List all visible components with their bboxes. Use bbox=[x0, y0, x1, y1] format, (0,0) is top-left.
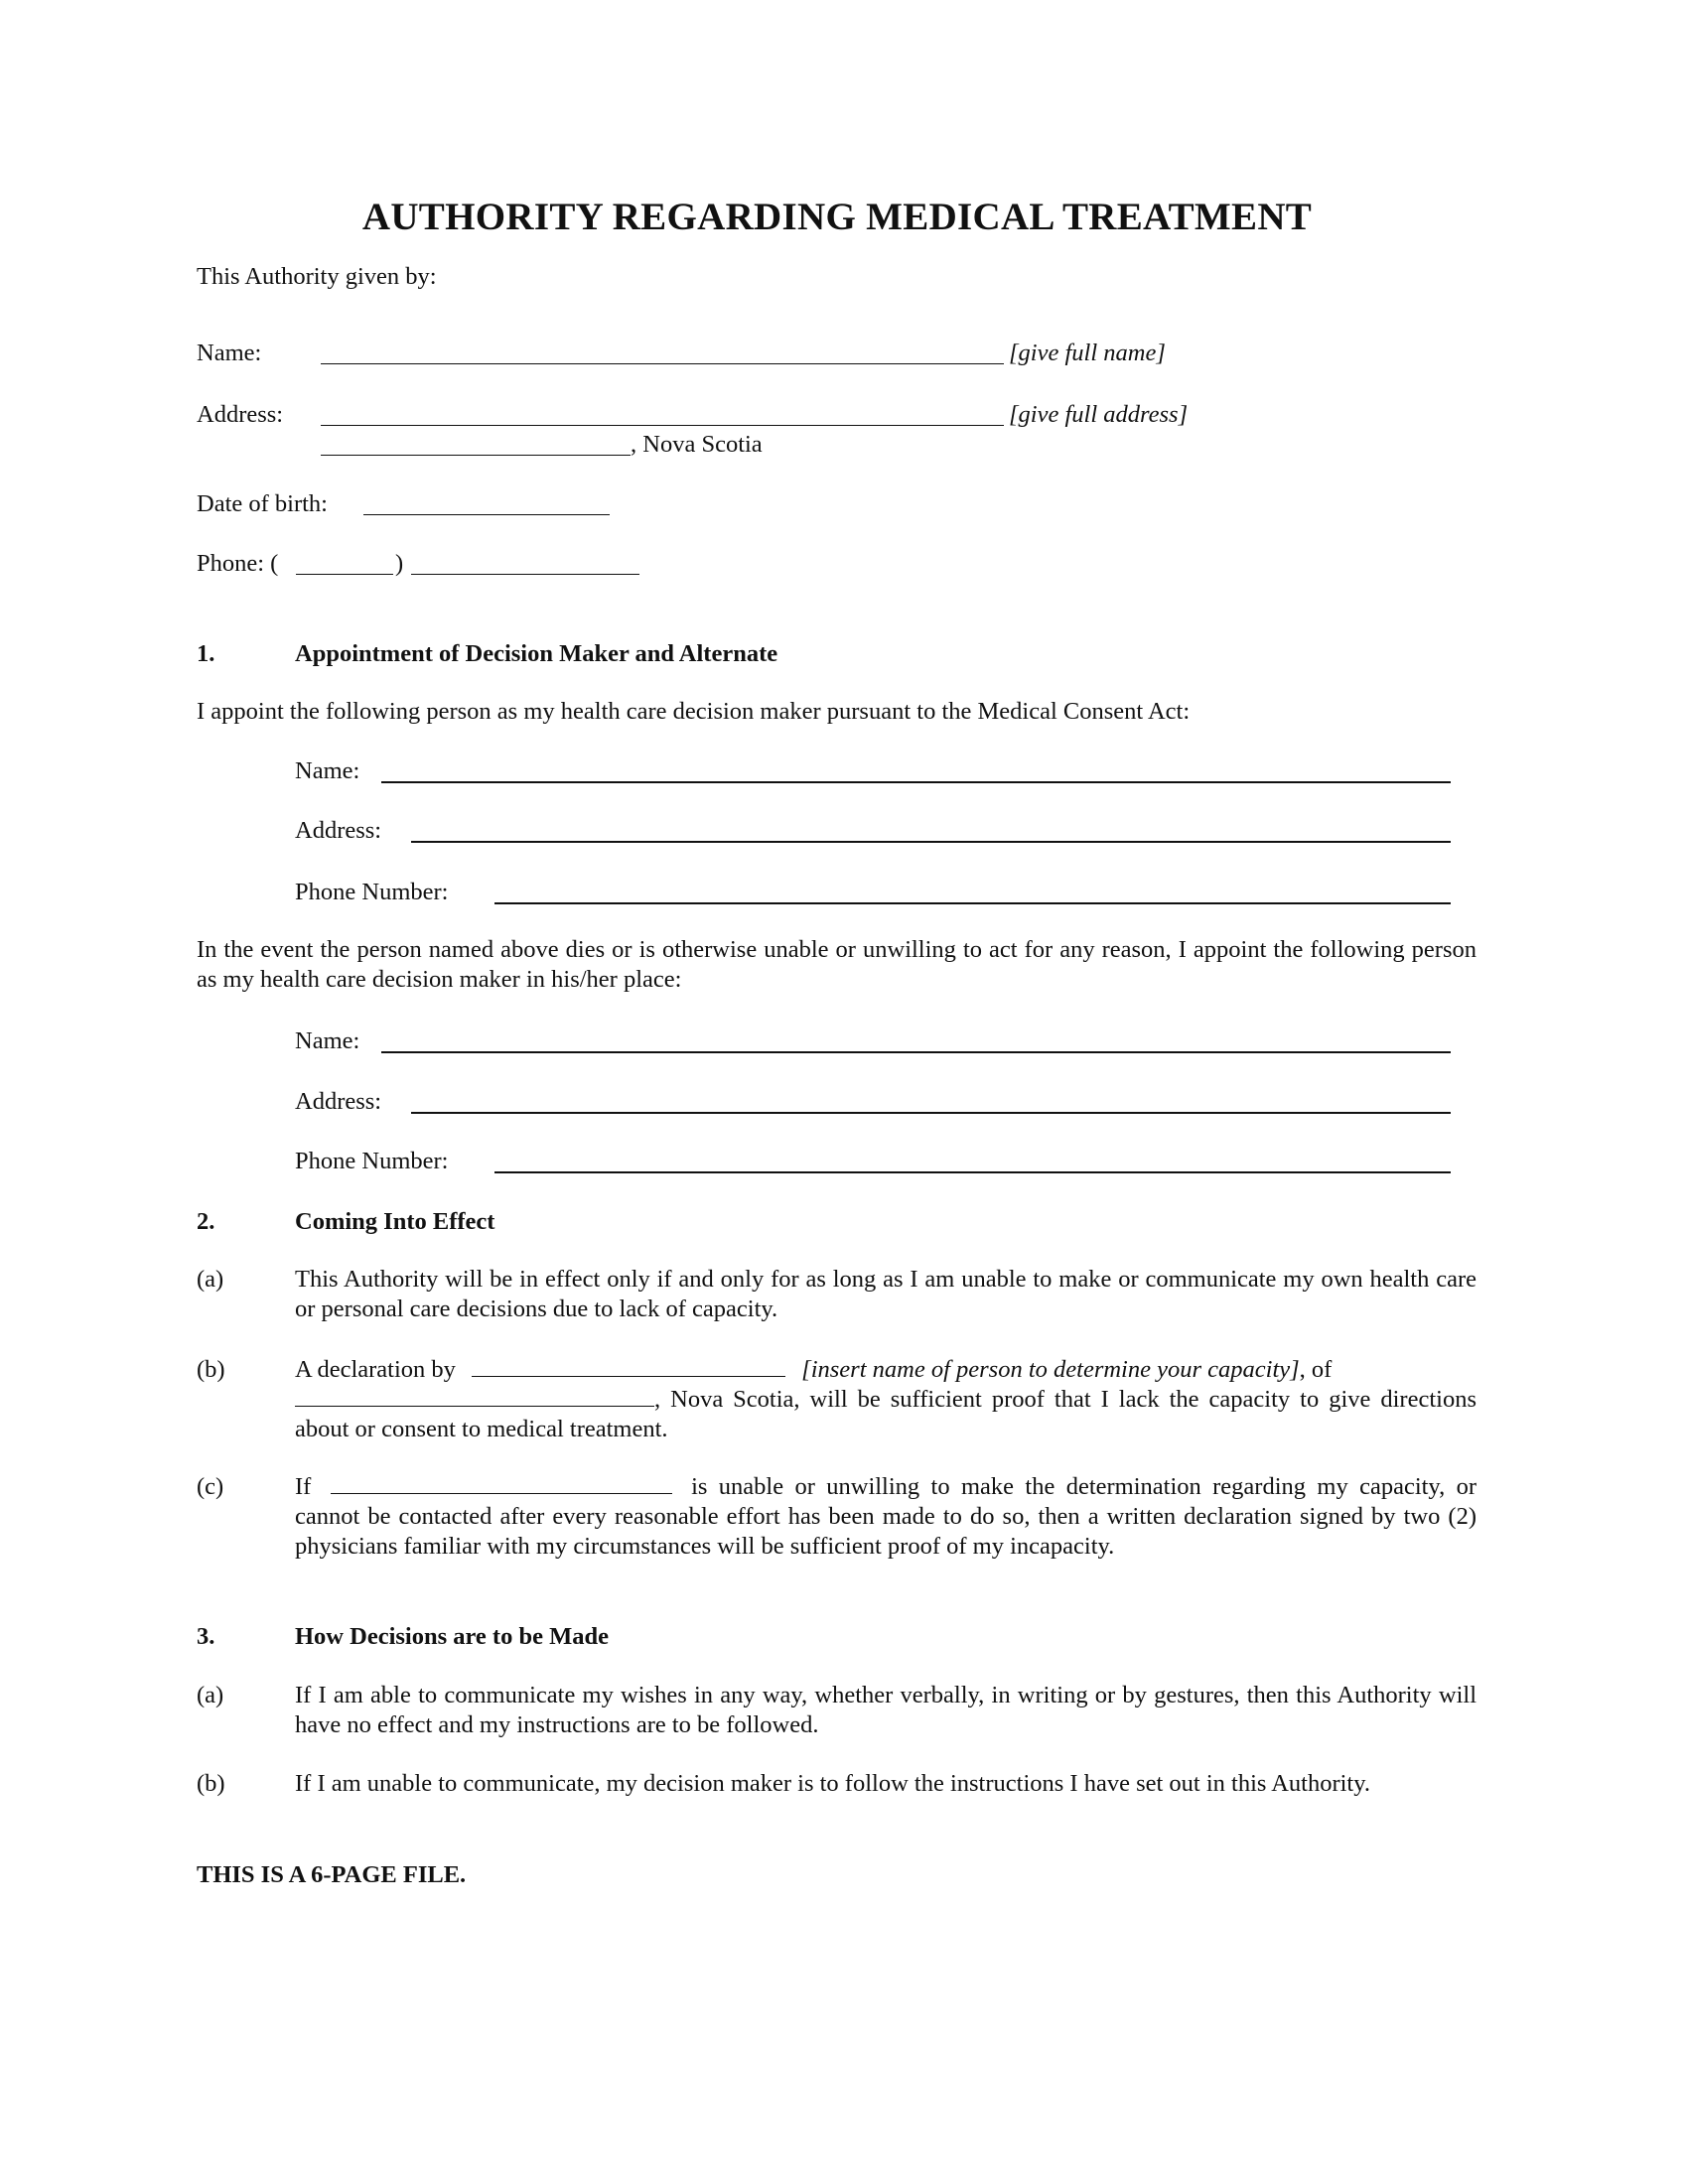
section-2c-text bbox=[295, 1472, 1477, 1562]
grantor-address-hint: [give full address] bbox=[1009, 401, 1189, 428]
section-2c-text-2: is unable or unwilling to make the determination regarding my capacity, or cannot be contacted after every reasonable effort has been made to do so, then a written declaration signed by two (2) physicians familiar with my circumstances will be sufficient proof of my incapacity. bbox=[295, 1473, 1477, 1560]
alternate-phone-label: Phone Number: bbox=[295, 1148, 449, 1174]
grantor-dob-label: Date of birth: bbox=[197, 490, 328, 517]
primary-name-label: Name: bbox=[295, 757, 360, 784]
alternate-phone-field[interactable] bbox=[494, 1171, 1451, 1173]
grantor-city-field[interactable] bbox=[321, 455, 631, 456]
primary-phone-label: Phone Number: bbox=[295, 879, 449, 905]
section-2-number: 2. bbox=[197, 1208, 215, 1235]
section-2a-text: This Authority will be in effect only if and only for as long as I am unable to make or communicate my own health care or personal care decisions due to lack of capacity. bbox=[295, 1266, 1477, 1322]
alternate-address-field[interactable] bbox=[411, 1112, 1451, 1114]
section-2b-text bbox=[295, 1355, 1477, 1444]
grantor-address-field[interactable] bbox=[321, 425, 1004, 426]
intro-text: This Authority given by: bbox=[197, 263, 437, 290]
grantor-name-label: Name: bbox=[197, 340, 262, 366]
section-1-intro: I appoint the following person as my health care decision maker pursuant to the Medical Consent Act: bbox=[197, 698, 1191, 725]
grantor-name-hint: [give full name] bbox=[1009, 340, 1166, 366]
section-3a-text: If I am able to communicate my wishes in any way, whether verbally, in writing or by gestures, then this Authority will have no effect and my instructions are to be followed. bbox=[295, 1682, 1477, 1738]
section-2b-text-3: , Nova Scotia, will be sufficient proof that I lack the capacity to give directions about or consent to medical treatment. bbox=[295, 1386, 1477, 1442]
section-1-heading: Appointment of Decision Maker and Alternate bbox=[295, 640, 778, 667]
section-3-number: 3. bbox=[197, 1623, 215, 1650]
section-2-heading: Coming Into Effect bbox=[295, 1208, 495, 1235]
section-2b-text-1: A declaration by bbox=[295, 1356, 456, 1383]
grantor-phone-label: Phone: ( bbox=[197, 550, 279, 577]
grantor-name-field[interactable] bbox=[321, 363, 1004, 364]
section-3-heading: How Decisions are to be Made bbox=[295, 1623, 609, 1650]
section-2c-text-1: If bbox=[295, 1473, 312, 1500]
section-2a-label: (a) bbox=[197, 1266, 224, 1293]
alternate-address-label: Address: bbox=[295, 1088, 382, 1115]
section-3a-label: (a) bbox=[197, 1682, 224, 1708]
capacity-assessor-city-field[interactable] bbox=[295, 1405, 654, 1407]
grantor-phone-field[interactable] bbox=[411, 574, 639, 575]
capacity-assessor-field[interactable] bbox=[472, 1375, 785, 1377]
section-3b-text: If I am unable to communicate, my decision maker is to follow the instructions I have set out in this Authority. bbox=[295, 1770, 1371, 1797]
primary-address-label: Address: bbox=[295, 817, 382, 844]
section-1-number: 1. bbox=[197, 640, 215, 667]
alternate-name-label: Name: bbox=[295, 1027, 360, 1054]
grantor-phone-area-field[interactable] bbox=[296, 574, 393, 575]
primary-address-field[interactable] bbox=[411, 841, 1451, 843]
alternate-name-field[interactable] bbox=[381, 1051, 1451, 1053]
primary-phone-field[interactable] bbox=[494, 902, 1451, 904]
section-2b-hint: [insert name of person to determine your capacity] bbox=[801, 1356, 1300, 1383]
grantor-province: , Nova Scotia bbox=[631, 431, 763, 458]
alternate-intro: In the event the person named above dies or is otherwise unable or unwilling to act for any reason, I appoint the following person as my health care decision maker in his/her place: bbox=[197, 936, 1477, 993]
grantor-phone-close: ) bbox=[395, 550, 404, 577]
primary-name-field[interactable] bbox=[381, 781, 1451, 783]
page-count-notice: THIS IS A 6-PAGE FILE. bbox=[197, 1861, 467, 1888]
section-2b-text-2: , of bbox=[1299, 1356, 1333, 1383]
grantor-dob-field[interactable] bbox=[363, 514, 610, 515]
section-2b-label: (b) bbox=[197, 1356, 225, 1383]
capacity-assessor-repeat-field[interactable] bbox=[331, 1492, 672, 1494]
section-2c-label: (c) bbox=[197, 1473, 224, 1500]
document-title: AUTHORITY REGARDING MEDICAL TREATMENT bbox=[361, 196, 1313, 238]
section-3b-label: (b) bbox=[197, 1770, 225, 1797]
grantor-address-label: Address: bbox=[197, 401, 284, 428]
